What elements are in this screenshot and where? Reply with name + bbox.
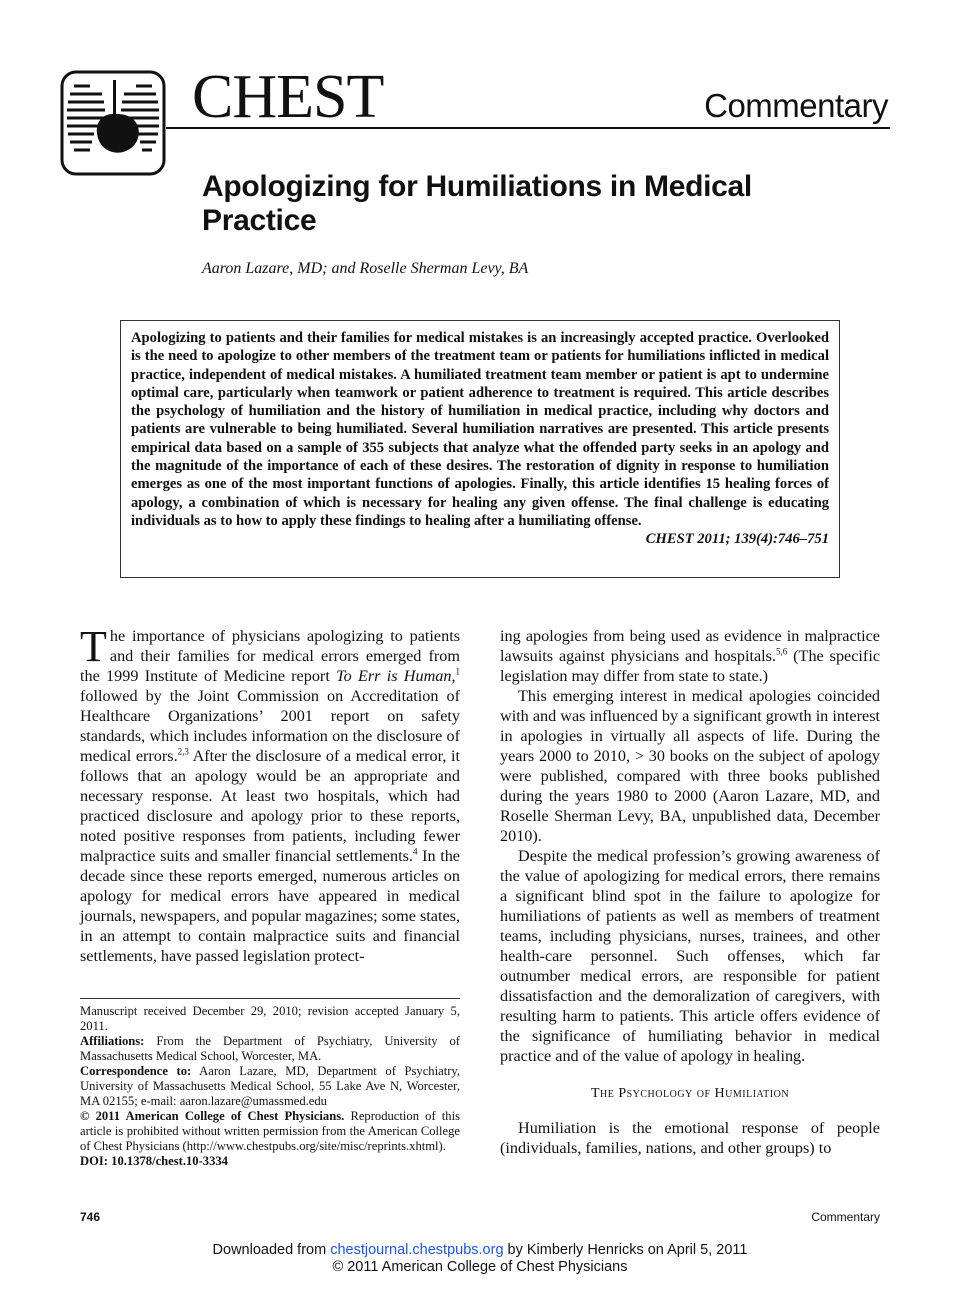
footnote-copyright [80, 1109, 460, 1154]
doi-value: 10.1378/chest.10-3334 [108, 1154, 228, 1168]
footnotes [80, 1004, 460, 1169]
text-run: After the disclosure of a medical error, it follows that an apology would be an appropriate and necessary response. At least two hospitals, which had practiced disclosure and apology prior to these reports, noted positive responses from patients, including fewer malpractice suits and smaller financial settlements. [80, 747, 461, 865]
citation-ref[interactable]: 4 [412, 846, 418, 857]
citation-ref[interactable]: 5,6 [775, 646, 788, 657]
page-number: 746 [80, 1210, 101, 1224]
footnote-text: Aaron Lazare, MD, Department of Psychiatry, University of Massachusetts Medical School, 55 Lake Ave N, Worcester, MA 02155; e-mail: aaron.lazare@umassmed.edu [80, 1064, 461, 1108]
header-rule [166, 127, 890, 129]
paragraph: The importance of physicians apologizing to patients and their families for medical errors emerged from the 1999 Institute of Medicine report To Err is Human,$^1$ followed by the Joint Commission on Accreditation of Healthcare Organizations’ 2001 report on safety standards, which includes information on the disclosure of medical errors.$^{2,3}$ After the disclosure of a medical error, it follows that an apology would be an appropriate and necessary response. At least two hospitals, which had practiced disclosure and apology prior to these reports, noted positive responses from patients, including fewer malpractice suits and smaller financial settlements.$^4$ In the decade since these reports emerged, numerous articles on apology for medical errors have appeared in medical journals, newspapers, and popular magazines; some states, in an attempt to contain malpractice suits and financial settlements, have passed legislation protect- [80, 622, 461, 965]
article-authors: Aaron Lazare, MD; and Roselle Sherman Levy, BA [202, 260, 529, 277]
body-column-left [80, 622, 461, 966]
text-run: In the decade since these reports emerged, numerous articles on apology for medical errors have appeared in medical journals, newspapers, and popular magazines; some states, in an attempt to contain malpractice suits and financial settlements, have passed legislation protect- [80, 847, 460, 965]
drop-cap: T [80, 622, 107, 671]
section-heading: The Psychology of Humiliation [590, 1086, 790, 1101]
abstract-box [120, 320, 840, 578]
download-notice [0, 1242, 960, 1259]
text-run: (The specific legislation may differ from state to state.) [500, 647, 880, 685]
citation-ref[interactable]: 2,3 [177, 746, 189, 757]
running-foot: Commentary [811, 1210, 880, 1224]
abstract-body: Apologizing to patients and their families for medical mistakes is an increasingly accepted practice. Overlooked is the need to apologize to other members of the treatment team or patients for humiliations inflicted in medical practice, independent of medical mistakes. A humiliated treatment team member or patient is apt to undermine optimal care, particularly when teamwork or patient adherence to treatment is required. This article describes the psychology of humiliation and the history of humiliation in medical practice, including why doctors and patients are vulnerable to being humiliated. Several humiliation narratives are presented. This article presents empirical data based on a sample of 355 subjects that analyze what the offended party seeks in an apology and the magnitude of the importance of each of these desires. The restoration of dignity in response to humiliation emerges as one of the most important functions of apologies. Finally, this article identifies 15 healing forces of apology, a combination of which is necessary for healing any given offense. The final challenge is educating individuals as to how to apply these findings to healing after a humiliating offense. [131, 330, 829, 529]
footnote-label: DOI: [80, 1154, 108, 1168]
footnote-text: From the Department of Psychiatry, University of Massachusetts Medical School, Worcester, MA. [80, 1034, 460, 1063]
download-prefix: Downloaded from [212, 1242, 331, 1258]
paragraph: This emerging interest in medical apologies coincided with and was influenced by a significant growth in interest in apologies in virtually all aspects of life. During the years 2000 to 2010, > 30 books on the subject of apology were published, compared with three books published during the years 1980 to 2000 (Aaron Lazare, MD, and Roselle Sherman Levy, BA, unpublished data, December 2010). [500, 687, 880, 845]
text-run: he importance of physicians apologizing to patients and their families for medical errors emerged from the 1999 Institute of Medicine report [80, 627, 460, 685]
footnote-label: © 2011 American College of Chest Physicians. [80, 1109, 345, 1123]
footnote-affiliations [80, 1034, 460, 1064]
footnote-text: Reproduction of this article is prohibited without written permission from the American College of Chest Physicians (http://www.chestpubs.org/site/misc/reprints.xhtml). [80, 1109, 460, 1153]
abstract-citation: CHEST 2011; 139(4):746–751 [645, 531, 829, 548]
copyright-notice: © 2011 American College of Chest Physicians [332, 1259, 628, 1275]
text-run: followed by the Joint Commission on Accreditation of Healthcare Organizations’ 2001 report on safety standards, which includes information on the disclosure of medical errors. [80, 687, 460, 765]
chest-journal-logo [60, 70, 166, 176]
footnote-doi [80, 1154, 460, 1169]
paragraph [500, 626, 880, 686]
body-column-right [500, 626, 880, 1158]
footnote-label: Correspondence to: [80, 1064, 192, 1078]
download-suffix: by Kimberly Henricks on April 5, 2011 [503, 1242, 748, 1258]
paragraph: Despite the medical profession’s growing awareness of the value of apologizing for medical errors, there remains a significant blind spot in the failure to apologize for humiliations of patients as well as members of treatment teams, including physicians, nurses, trainees, and other health-care personnel. Such offenses, which far outnumber medical errors, are responsible for patient dissatisfaction and the demoralization of caregivers, with resulting harm to patients. This article offers evidence of the significance of humiliating behavior in medical practice and of the value of apology in healing. [500, 847, 880, 1065]
paragraph: Humiliation is the emotional response of people (individuals, families, nations, and other groups) to [500, 1119, 880, 1157]
journal-name: CHEST [192, 63, 384, 131]
abstract [131, 329, 829, 549]
text-run: ing apologies from being used as evidence in malpractice lawsuits against physicians and hospitals. [500, 627, 880, 665]
footnote-label: Affiliations: [80, 1034, 145, 1048]
italic-title: To Err is Human [336, 667, 452, 685]
section-label: Commentary [704, 87, 888, 124]
article-title: Apologizing for Humiliations in Medical Practice [202, 170, 752, 237]
footnote-received: Manuscript received December 29, 2010; revision accepted January 5, 2011. [80, 1004, 460, 1033]
citation-ref[interactable]: 1 [455, 666, 461, 677]
footnote-rule [80, 998, 460, 999]
chestjournal-link[interactable]: chestjournal.chestpubs.org [330, 1242, 504, 1258]
footnote-correspondence [80, 1064, 460, 1109]
